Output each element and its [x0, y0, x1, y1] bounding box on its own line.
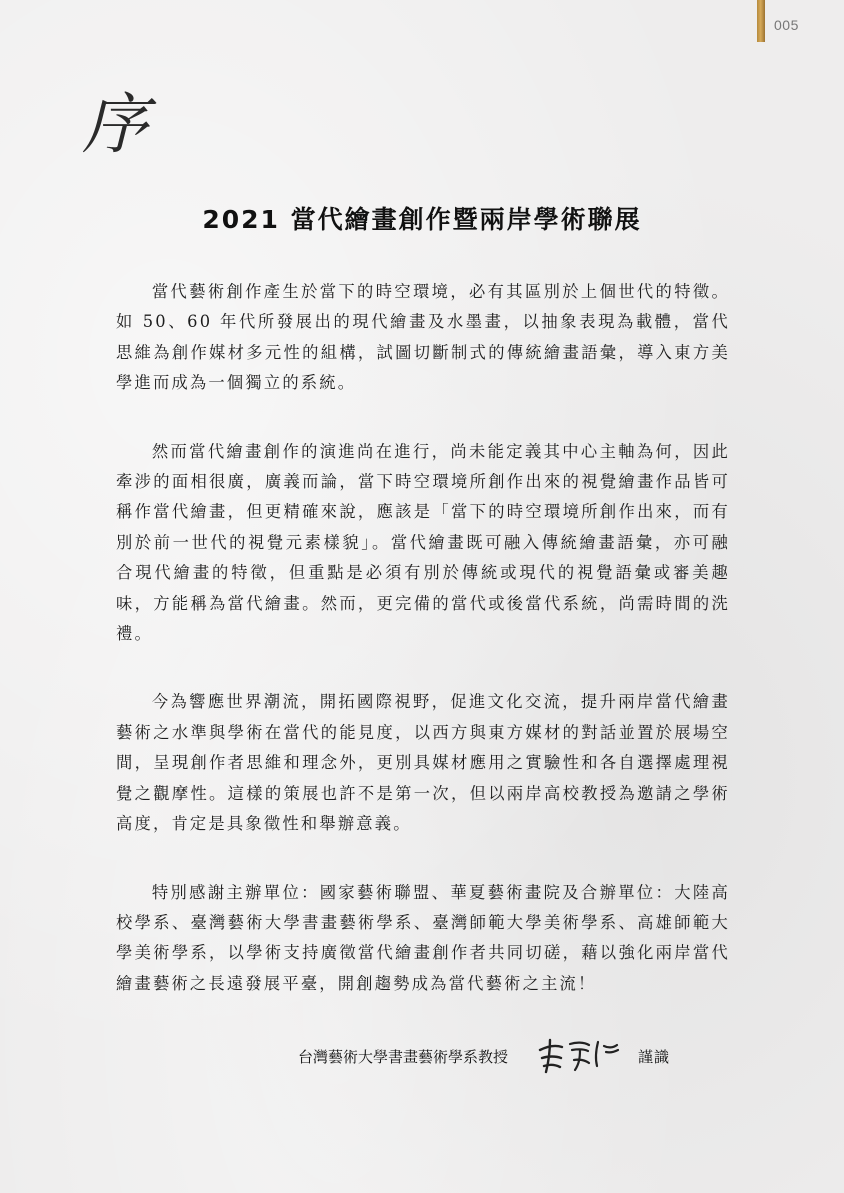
page-marker-bar — [757, 0, 765, 42]
paragraph: 特別感謝主辦單位：國家藝術聯盟、華夏藝術畫院及合辦單位：大陸高校學系、臺灣藝術大學書畫藝術學系、臺灣師範大學美術學系、高雄師範大學美術學系，以學術支持廣徵當代繪畫創作者共同切磋，藉以強化兩岸當代繪畫藝術之長遠發展平臺，開創趨勢成為當代藝術之主流！ — [116, 882, 730, 993]
closing-word: 謹識 — [638, 1047, 671, 1066]
body-text — [116, 277, 730, 1037]
handwritten-signature — [534, 1036, 622, 1076]
paragraph: 今為響應世界潮流，開拓國際視野，促進文化交流，提升兩岸當代繪畫藝術之水準與學術在當代的能見度，以西方與東方媒材的對話並置於展場空間，呈現創作者思維和理念外，更別具媒材應用之實驗性和各自選擇處理視覺之觀摩性。這樣的策展也許不是第一次，但以兩岸高校教授為邀請之學術高度，肯定是具象徵性和舉辦意義。 — [116, 692, 730, 834]
preface-heading: 序 — [82, 86, 148, 163]
paragraph: 然而當代繪畫創作的演進尚在進行，尚未能定義其中心主軸為何，因此牽涉的面相很廣，廣義而論，當下時空環境所創作出來的視覺繪畫作品皆可稱作當代繪畫，但更精確來說，應該是「當下的時空環境所創作出來，而有別於前一世代的視覺元素樣貌」。當代繪畫既可融入傳統繪畫語彙，亦可融合現代繪畫的特徵，但重點是必須有別於傳統或現代的視覺語彙或審美趣味，方能稱為當代繪畫。然而，更完備的當代或後當代系統，尚需時間的洗禮。 — [116, 441, 730, 644]
author-title: 台灣藝術大學書畫藝術學系教授 — [298, 1047, 509, 1066]
page-number: 005 — [774, 17, 799, 33]
paragraph: 當代藝術創作產生於當下的時空環境，必有其區別於上個世代的特徵。如 50、60 年代所發展出的現代繪畫及水墨畫，以抽象表現為載體，當代思維為創作媒材多元性的組構，試圖切斷制式的傳統繪畫語彙，導入東方美學進而成為一個獨立的系統。 — [116, 282, 730, 393]
document-title: 2021 當代繪畫創作暨兩岸學術聯展 — [202, 205, 642, 234]
signature-line — [298, 1036, 670, 1076]
